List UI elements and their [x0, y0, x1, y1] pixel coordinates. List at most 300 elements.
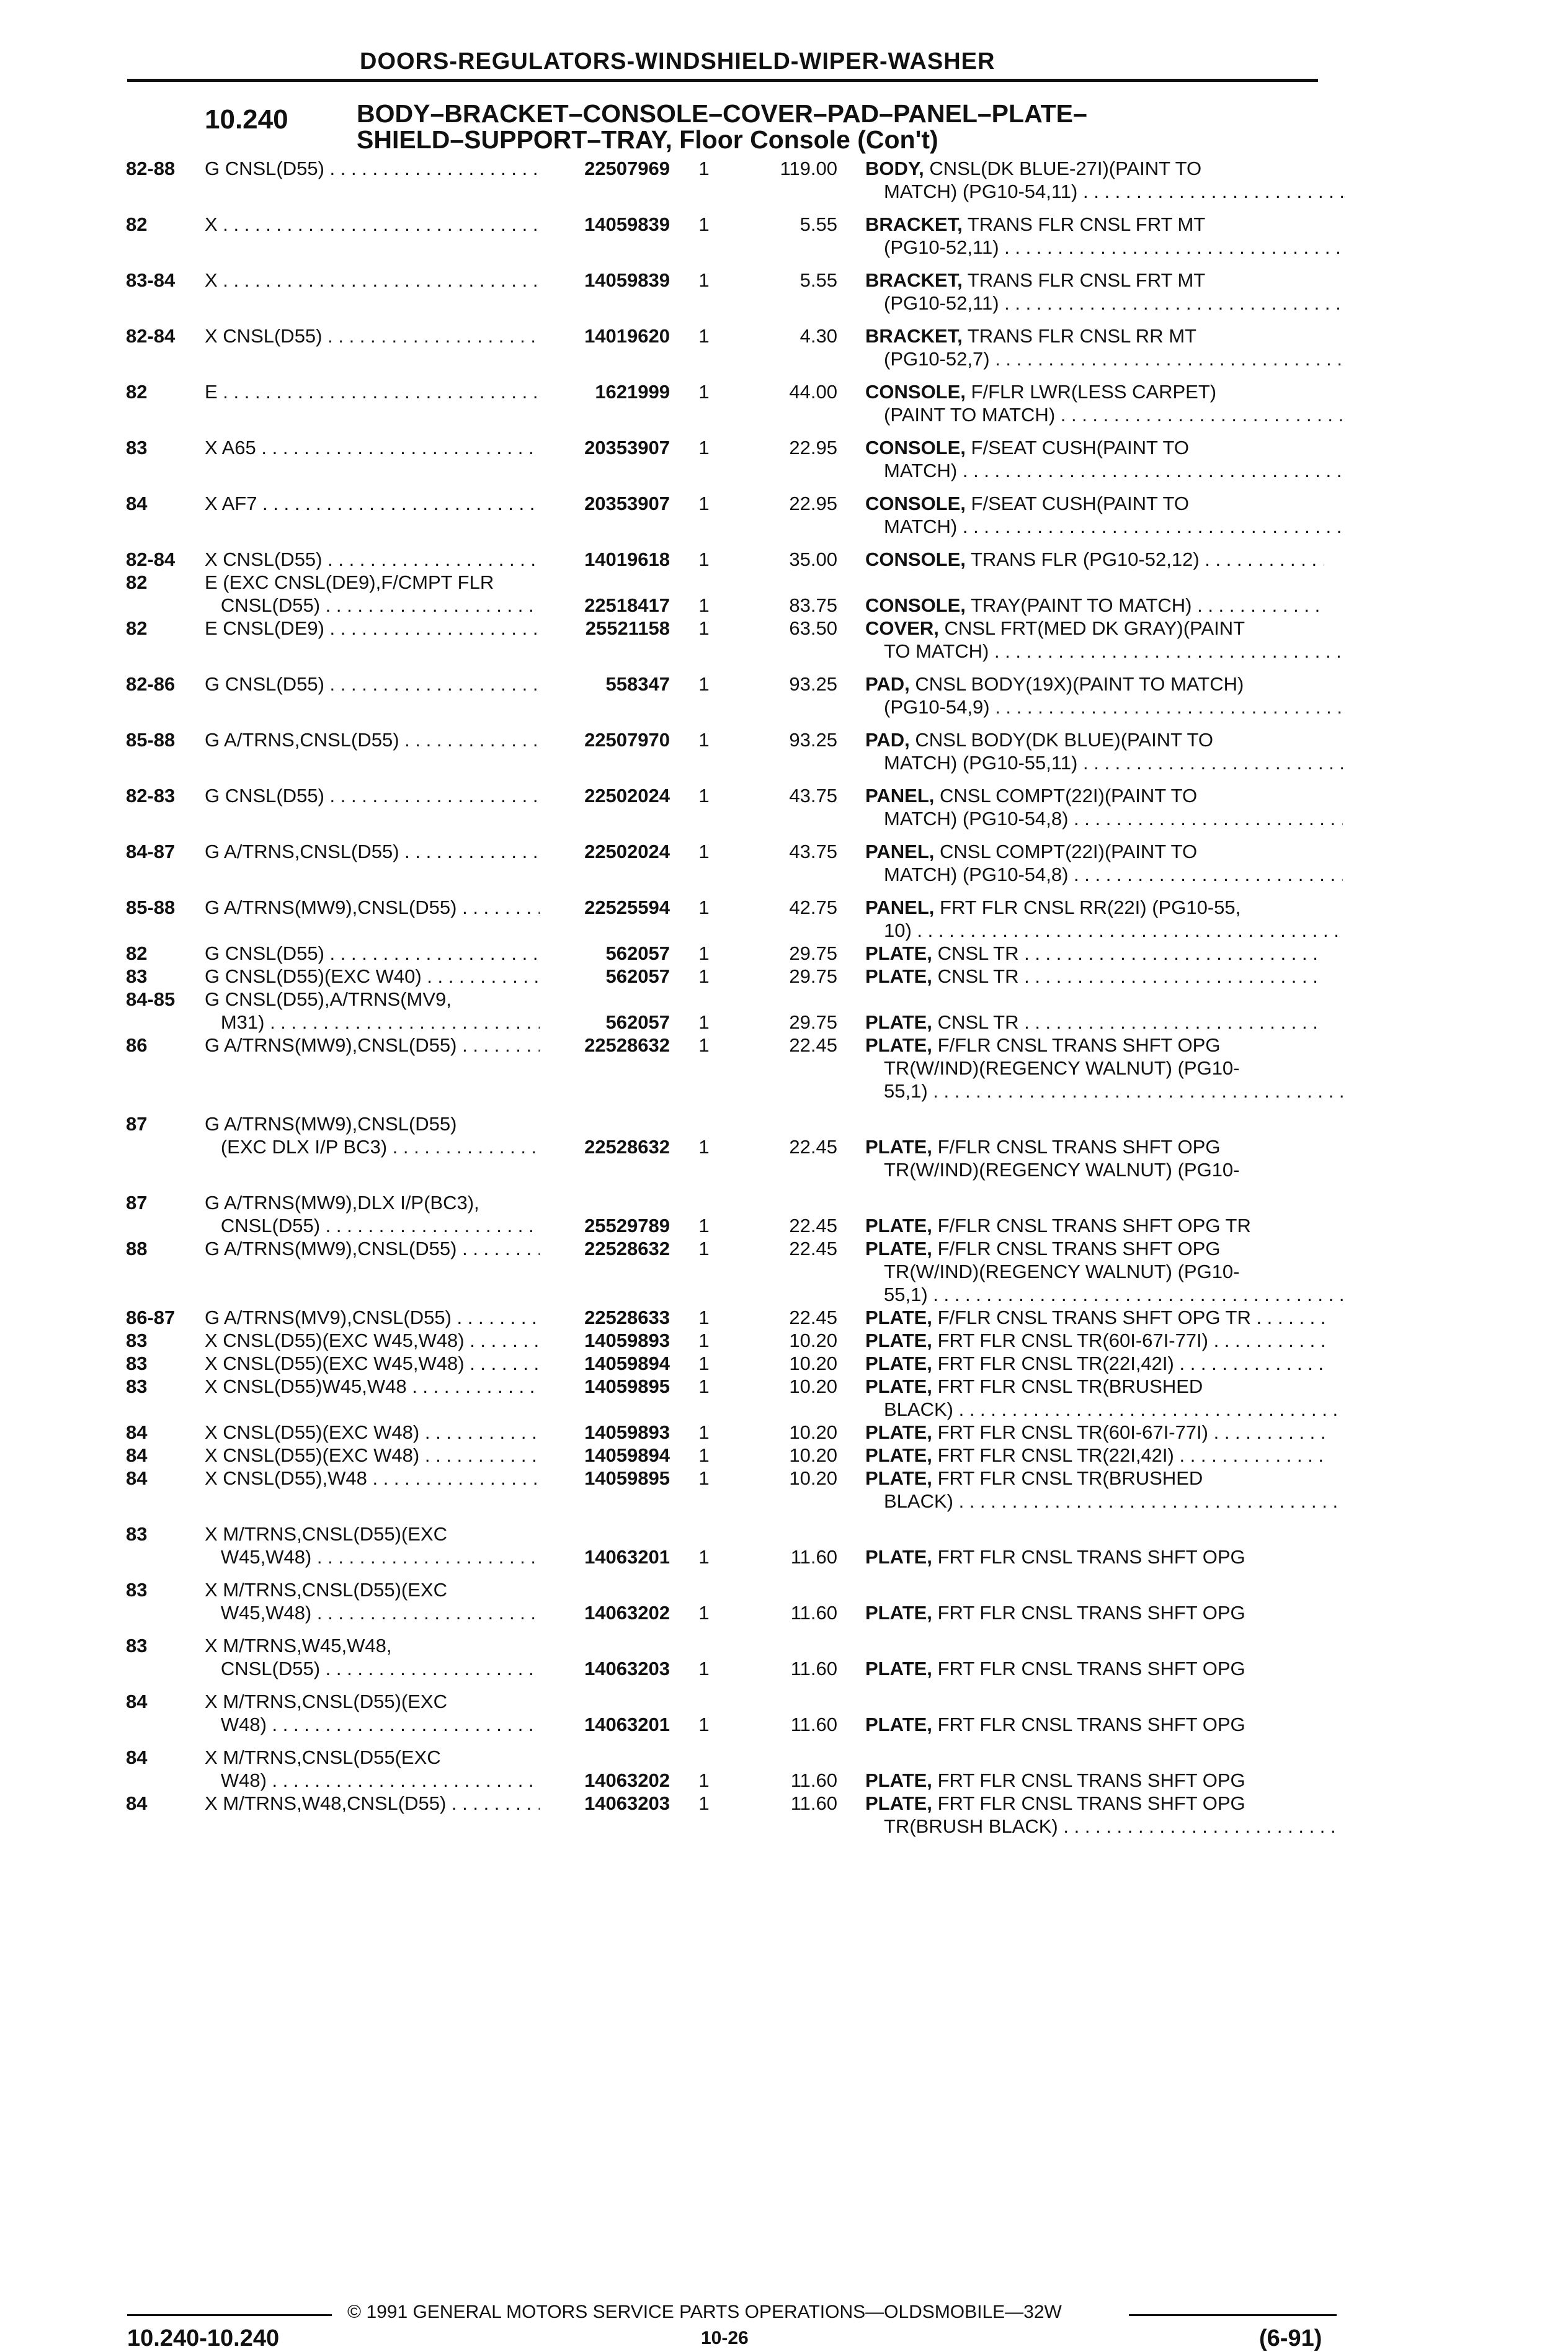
part-row-line — [0, 965, 1568, 988]
part-name: PLATE, — [865, 1375, 932, 1397]
description-text: CNSL COMPT(22I)(PAINT TO — [940, 841, 1198, 862]
part-name: CONSOLE, — [865, 437, 966, 458]
price: 22.45 — [789, 1238, 837, 1259]
price: 5.55 — [800, 269, 837, 291]
model-years: 83 — [126, 1635, 148, 1657]
part-name: PLATE, — [865, 1215, 932, 1236]
description — [865, 180, 1343, 203]
description — [865, 1158, 1343, 1181]
application: G CNSL(D55) . . . — [205, 784, 540, 807]
description — [865, 1260, 1343, 1283]
part-number: 25521158 — [585, 617, 670, 639]
description — [865, 1713, 1324, 1736]
part-number: 14059839 — [584, 269, 670, 291]
description — [865, 459, 1343, 482]
part-row-line — [0, 751, 1568, 774]
application: G A/TRNS(MW9),CNSL(D55) . . . — [205, 1034, 540, 1057]
application: G A/TRNS(MW9),CNSL(D55) . . . — [205, 1237, 540, 1260]
description — [865, 695, 1343, 718]
description-text: FRT FLR CNSL TRANS SHFT OPG — [937, 1714, 1245, 1735]
description-text: CNSL BODY(DK BLUE)(PAINT TO — [915, 729, 1213, 751]
footer-page-number: 10-26 — [701, 2328, 749, 2348]
price: 11.60 — [790, 1792, 837, 1814]
price: 44.00 — [789, 381, 837, 403]
part-row — [0, 436, 1568, 482]
part-row — [0, 1746, 1568, 1792]
application: X AF7 . . . — [205, 492, 540, 515]
price: 119.00 — [780, 158, 837, 179]
application: E . . . — [205, 380, 540, 403]
part-row-line — [0, 695, 1568, 718]
part-row-line — [0, 292, 1568, 315]
application: E (EXC CNSL(DE9),F/CMPT FLR — [205, 571, 494, 593]
description — [865, 1237, 1324, 1260]
description — [865, 1329, 1324, 1352]
part-row-line — [0, 942, 1568, 965]
quantity: 1 — [698, 1307, 710, 1328]
part-row-line — [0, 1601, 1568, 1624]
description — [865, 807, 1343, 830]
quantity: 1 — [698, 1353, 710, 1374]
description-text: CNSL BODY(19X)(PAINT TO MATCH) — [915, 673, 1244, 695]
price: 83.75 — [789, 594, 837, 616]
price: 11.60 — [790, 1546, 837, 1568]
part-row — [0, 492, 1568, 538]
application: G A/TRNS(MW9),DLX I/P(BC3), — [205, 1192, 479, 1214]
description — [865, 896, 1324, 919]
part-name: PLATE, — [865, 965, 932, 987]
model-years: 85-88 — [126, 729, 176, 751]
description — [865, 347, 1343, 370]
part-row-line — [0, 236, 1568, 259]
part-name: BODY, — [865, 158, 924, 179]
part-number: 14059839 — [584, 213, 670, 235]
part-row-line — [0, 515, 1568, 538]
part-row — [0, 988, 1568, 1034]
part-number: 22502024 — [584, 841, 670, 862]
part-number: 22528632 — [584, 1136, 670, 1158]
application: X CNSL(D55) . . . — [205, 548, 540, 571]
part-row-line — [0, 1080, 1568, 1102]
description-text: BLACK) — [884, 1490, 953, 1512]
part-row-line — [0, 1792, 1568, 1815]
part-row-line — [0, 1283, 1568, 1306]
part-row — [0, 1329, 1568, 1352]
section-title-line-2: SHIELD–SUPPORT–TRAY, Floor Console (Con't) — [357, 125, 938, 154]
application: G A/TRNS(MV9),CNSL(D55) . . . — [205, 1306, 540, 1329]
description-text: MATCH) (PG10-54,11) — [884, 181, 1078, 202]
part-row — [0, 1467, 1568, 1513]
part-number: 14019618 — [584, 548, 670, 570]
quantity: 1 — [698, 493, 710, 514]
part-name: PLATE, — [865, 942, 932, 964]
price: 10.20 — [789, 1353, 837, 1374]
part-row-line — [0, 1375, 1568, 1398]
description — [865, 1545, 1324, 1568]
description — [865, 840, 1324, 863]
description — [865, 1421, 1324, 1444]
part-row-line — [0, 1634, 1568, 1657]
description-text: MATCH) — [884, 516, 958, 537]
application: W48) . . . — [205, 1769, 540, 1792]
description — [865, 1352, 1324, 1375]
part-row-line — [0, 436, 1568, 459]
quantity: 1 — [698, 841, 710, 862]
application: X A65 . . . — [205, 436, 540, 459]
part-row-line — [0, 1158, 1568, 1181]
application: G CNSL(D55),A/TRNS(MV9, — [205, 988, 452, 1010]
part-row-line — [0, 840, 1568, 863]
description — [865, 1375, 1324, 1398]
part-row-line — [0, 807, 1568, 830]
part-row-line — [0, 640, 1568, 663]
quantity: 1 — [698, 1658, 710, 1679]
quantity: 1 — [698, 1444, 710, 1466]
model-years: 83 — [126, 1353, 148, 1374]
part-row-line — [0, 728, 1568, 751]
part-row — [0, 1112, 1568, 1181]
model-years: 83 — [126, 437, 148, 458]
application: G CNSL(D55) . . . — [205, 157, 540, 180]
price: 63.50 — [789, 617, 837, 639]
description-text: F/FLR CNSL TRANS SHFT OPG TR — [937, 1307, 1251, 1328]
description-text: F/SEAT CUSH(PAINT TO — [971, 493, 1189, 514]
description-text: TRANS FLR CNSL FRT MT — [967, 269, 1206, 291]
part-name: PLATE, — [865, 1444, 932, 1466]
part-number: 14059895 — [584, 1375, 670, 1397]
part-number: 20353907 — [584, 493, 670, 514]
part-name: CONSOLE, — [865, 594, 966, 616]
part-row-line — [0, 1112, 1568, 1135]
description-text: CNSL TR — [937, 942, 1019, 964]
part-row — [0, 1421, 1568, 1444]
part-row-line — [0, 1135, 1568, 1158]
part-row-line — [0, 459, 1568, 482]
model-years: 87 — [126, 1192, 148, 1214]
part-number: 22507970 — [584, 729, 670, 751]
model-years: 82-86 — [126, 673, 176, 695]
price: 29.75 — [789, 942, 837, 964]
part-name: PLATE, — [865, 1792, 932, 1814]
part-number: 14059894 — [584, 1444, 670, 1466]
footer-rule-right — [1129, 2314, 1337, 2316]
part-number: 25529789 — [584, 1215, 670, 1236]
part-name: PLATE, — [865, 1034, 932, 1056]
part-row — [0, 1237, 1568, 1306]
description-text: FRT FLR CNSL TR(60I-67I-77I) — [937, 1421, 1208, 1443]
part-name: BRACKET, — [865, 269, 963, 291]
application: X CNSL(D55)(EXC W48) . . . — [205, 1421, 540, 1444]
part-name: PLATE, — [865, 1769, 932, 1791]
part-row — [0, 965, 1568, 988]
part-row-line — [0, 1578, 1568, 1601]
model-years: 82 — [126, 942, 148, 964]
quantity: 1 — [698, 942, 710, 964]
quantity: 1 — [698, 325, 710, 347]
description — [865, 1306, 1324, 1329]
description-text: FRT FLR CNSL TRANS SHFT OPG — [937, 1792, 1245, 1814]
description-text: CNSL TR — [937, 965, 1019, 987]
price: 35.00 — [789, 548, 837, 570]
part-row-line — [0, 1490, 1568, 1513]
quantity: 1 — [698, 1467, 710, 1489]
application: G A/TRNS,CNSL(D55) . . . — [205, 840, 540, 863]
part-row-line — [0, 594, 1568, 617]
price: 11.60 — [790, 1769, 837, 1791]
part-row-line — [0, 673, 1568, 695]
part-name: PLATE, — [865, 1602, 932, 1624]
part-row — [0, 1375, 1568, 1421]
part-row — [0, 1578, 1568, 1624]
part-row — [0, 1444, 1568, 1467]
model-years: 83-84 — [126, 269, 176, 291]
part-number: 14063202 — [584, 1602, 670, 1624]
description-text: MATCH) (PG10-55,11) — [884, 752, 1078, 774]
description — [865, 515, 1343, 538]
description-text: (PAINT TO MATCH) — [884, 404, 1056, 426]
description-text: 10) — [884, 919, 912, 941]
part-number: 20353907 — [584, 437, 670, 458]
description-text: (PG10-52,7) — [884, 348, 990, 370]
description-text: 55,1) — [884, 1284, 928, 1305]
part-name: PLATE, — [865, 1238, 932, 1259]
section-number: 10.240 — [205, 104, 288, 135]
description-text: FRT FLR CNSL TR(22I,42I) — [937, 1353, 1174, 1374]
part-name: PLATE, — [865, 1011, 932, 1033]
description-text: TR(W/IND)(REGENCY WALNUT) (PG10- — [884, 1261, 1240, 1282]
description — [865, 292, 1343, 315]
section-title-line-1: BODY–BRACKET–CONSOLE–COVER–PAD–PANEL–PLATE– — [357, 99, 1087, 128]
model-years: 82-84 — [126, 548, 176, 570]
price: 29.75 — [789, 965, 837, 987]
part-name: PANEL, — [865, 785, 935, 807]
description-text: CNSL COMPT(22I)(PAINT TO — [940, 785, 1198, 807]
quantity: 1 — [698, 1136, 710, 1158]
part-row-line — [0, 1467, 1568, 1490]
description-text: FRT FLR CNSL TR(BRUSHED — [937, 1467, 1203, 1489]
price: 42.75 — [789, 897, 837, 918]
model-years: 82-83 — [126, 785, 176, 807]
application: G CNSL(D55) . . . — [205, 673, 540, 695]
part-row-line — [0, 1421, 1568, 1444]
part-row-line — [0, 1191, 1568, 1214]
part-number: 14063202 — [584, 1769, 670, 1791]
section-title — [357, 101, 1087, 153]
part-name: CONSOLE, — [865, 381, 966, 403]
quantity: 1 — [698, 785, 710, 807]
quantity: 1 — [698, 1215, 710, 1236]
part-row — [0, 1352, 1568, 1375]
part-number: 14059893 — [584, 1421, 670, 1443]
model-years: 82 — [126, 571, 148, 593]
part-number: 22528633 — [584, 1307, 670, 1328]
part-row-line — [0, 896, 1568, 919]
part-row — [0, 157, 1568, 203]
description — [865, 548, 1324, 571]
part-row-line — [0, 1352, 1568, 1375]
quantity: 1 — [698, 381, 710, 403]
application: (EXC DLX I/P BC3) . . . — [205, 1135, 540, 1158]
part-row-line — [0, 324, 1568, 347]
model-years: 84 — [126, 493, 148, 514]
application: X CNSL(D55),W48 . . . — [205, 1467, 540, 1490]
part-row-line — [0, 1214, 1568, 1237]
quantity: 1 — [698, 594, 710, 616]
application: X . . . — [205, 213, 540, 236]
price: 22.45 — [789, 1215, 837, 1236]
part-name: PLATE, — [865, 1353, 932, 1374]
part-row-line — [0, 492, 1568, 515]
price: 93.25 — [789, 673, 837, 695]
quantity: 1 — [698, 965, 710, 987]
description — [865, 1467, 1324, 1490]
price: 22.45 — [789, 1034, 837, 1056]
model-years: 84-85 — [126, 988, 176, 1010]
part-number: 14063201 — [584, 1546, 670, 1568]
part-number: 22507969 — [584, 158, 670, 179]
quantity: 1 — [698, 213, 710, 235]
description-text: MATCH) — [884, 460, 958, 481]
footer-copyright: © 1991 GENERAL MOTORS SERVICE PARTS OPERATIONS—OLDSMOBILE—32W — [347, 2302, 1062, 2322]
quantity: 1 — [698, 1769, 710, 1791]
part-row-line — [0, 784, 1568, 807]
description-text: (PG10-52,11) — [884, 236, 999, 258]
quantity: 1 — [698, 1034, 710, 1056]
part-row-line — [0, 1545, 1568, 1568]
description — [865, 1214, 1324, 1237]
quantity: 1 — [698, 1375, 710, 1397]
model-years: 82 — [126, 213, 148, 235]
description-text: TRANS FLR (PG10-52,12) — [970, 548, 1200, 570]
part-row — [0, 380, 1568, 426]
description — [865, 1398, 1343, 1421]
part-row-line — [0, 180, 1568, 203]
description-text: FRT FLR CNSL TRANS SHFT OPG — [937, 1769, 1245, 1791]
description — [865, 324, 1324, 347]
price: 22.45 — [789, 1136, 837, 1158]
description — [865, 965, 1324, 988]
model-years: 84 — [126, 1421, 148, 1443]
header-rule — [127, 79, 1318, 82]
description — [865, 1283, 1343, 1306]
price: 22.95 — [789, 493, 837, 514]
part-row — [0, 784, 1568, 830]
description-text: CNSL FRT(MED DK GRAY)(PAINT — [944, 617, 1245, 639]
part-row — [0, 1523, 1568, 1568]
description-text: F/FLR CNSL TRANS SHFT OPG — [937, 1034, 1221, 1056]
price: 43.75 — [789, 785, 837, 807]
price: 22.95 — [789, 437, 837, 458]
model-years: 85-88 — [126, 897, 176, 918]
part-number: 562057 — [605, 942, 670, 964]
application: X M/TRNS,W48,CNSL(D55) . . . — [205, 1792, 540, 1815]
part-row-line — [0, 1398, 1568, 1421]
part-name: BRACKET, — [865, 325, 963, 347]
description — [865, 236, 1343, 259]
description-text: FRT FLR CNSL TRANS SHFT OPG — [937, 1602, 1245, 1624]
description — [865, 403, 1343, 426]
quantity: 1 — [698, 673, 710, 695]
description — [865, 594, 1324, 617]
description-text: F/FLR CNSL TRANS SHFT OPG — [937, 1136, 1221, 1158]
description-text: F/FLR CNSL TRANS SHFT OPG — [937, 1238, 1221, 1259]
price: 11.60 — [790, 1602, 837, 1624]
description-text: FRT FLR CNSL RR(22I) (PG10-55, — [940, 897, 1241, 918]
part-name: PANEL, — [865, 897, 935, 918]
part-number: 558347 — [605, 673, 670, 695]
application: X CNSL(D55)(EXC W48) . . . — [205, 1444, 540, 1467]
part-row-line — [0, 863, 1568, 886]
description — [865, 617, 1324, 640]
part-row — [0, 1792, 1568, 1838]
model-years: 83 — [126, 1330, 148, 1351]
description — [865, 1034, 1324, 1057]
part-name: BRACKET, — [865, 213, 963, 235]
description — [865, 640, 1343, 663]
part-row-line — [0, 1034, 1568, 1057]
part-row — [0, 673, 1568, 718]
description-text: TR(W/IND)(REGENCY WALNUT) (PG10- — [884, 1057, 1240, 1079]
model-years: 86 — [126, 1034, 148, 1056]
part-number: 22502024 — [584, 785, 670, 807]
model-years: 84-87 — [126, 841, 176, 862]
part-name: PLATE, — [865, 1330, 932, 1351]
price: 10.20 — [789, 1467, 837, 1489]
application: G CNSL(D55) . . . — [205, 942, 540, 965]
description-text: CNSL TR — [937, 1011, 1019, 1033]
quantity: 1 — [698, 1011, 710, 1033]
application: X M/TRNS,CNSL(D55)(EXC — [205, 1691, 447, 1712]
part-row-line — [0, 1329, 1568, 1352]
quantity: 1 — [698, 1546, 710, 1568]
part-row — [0, 896, 1568, 942]
part-name: COVER, — [865, 617, 939, 639]
page-header-title: DOORS-REGULATORS-WINDSHIELD-WIPER-WASHER — [360, 48, 996, 74]
application: M31) . . . — [205, 1011, 540, 1034]
model-years: 83 — [126, 1579, 148, 1601]
application: X . . . — [205, 269, 540, 292]
part-row-line — [0, 157, 1568, 180]
application: W48) . . . — [205, 1713, 540, 1736]
application: X M/TRNS,CNSL(D55)(EXC — [205, 1523, 447, 1545]
description-text: MATCH) (PG10-54,8) — [884, 808, 1069, 829]
description — [865, 1769, 1324, 1792]
description — [865, 1601, 1324, 1624]
description — [865, 919, 1343, 942]
model-years: 84 — [126, 1467, 148, 1489]
model-years: 88 — [126, 1238, 148, 1259]
part-row-line — [0, 380, 1568, 403]
price: 10.20 — [789, 1375, 837, 1397]
model-years: 86-87 — [126, 1307, 176, 1328]
part-row-line — [0, 1260, 1568, 1283]
description — [865, 1490, 1343, 1513]
description-text: FRT FLR CNSL TR(BRUSHED — [937, 1375, 1203, 1397]
price: 10.20 — [789, 1444, 837, 1466]
description-text: TRANS FLR CNSL RR MT — [967, 325, 1196, 347]
description-text: F/FLR LWR(LESS CARPET) — [971, 381, 1217, 403]
part-row-line — [0, 617, 1568, 640]
part-row-line — [0, 1011, 1568, 1034]
part-row — [0, 1306, 1568, 1329]
price: 10.20 — [789, 1330, 837, 1351]
application: W45,W48) . . . — [205, 1545, 540, 1568]
part-row — [0, 1634, 1568, 1680]
part-row — [0, 324, 1568, 370]
part-row-line — [0, 1713, 1568, 1736]
description-text: F/FLR CNSL TRANS SHFT OPG TR — [937, 1215, 1251, 1236]
part-row-line — [0, 1237, 1568, 1260]
